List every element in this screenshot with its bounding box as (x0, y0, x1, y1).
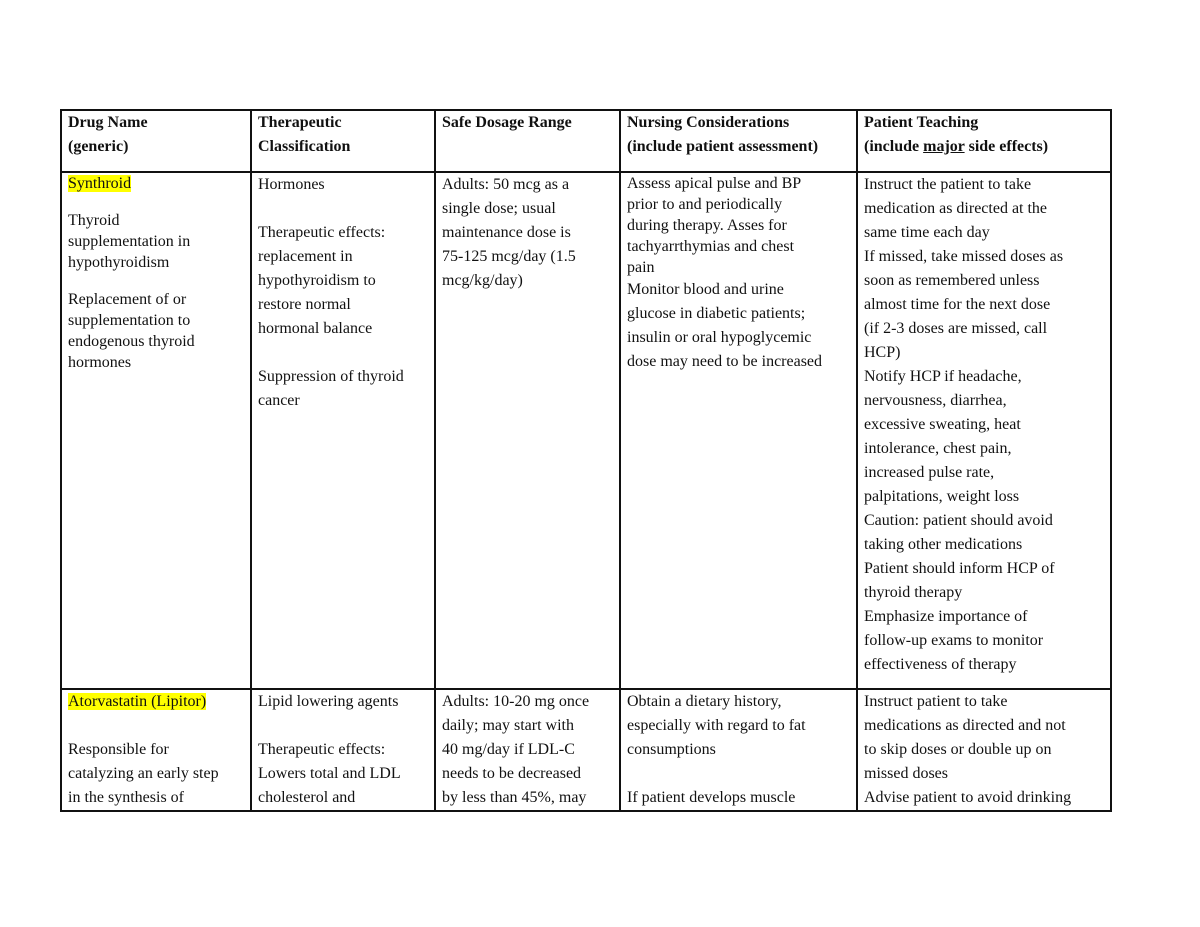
header-row (61, 110, 1111, 172)
drug-name-highlight: Atorvastatin (Lipitor) (68, 693, 207, 710)
drug-name-highlight: Synthroid (68, 175, 132, 192)
dosage-cell: Adults: 10-20 mg once daily; may start with 40 mg/day if LDL-C needs to be decreased by less than 45%, may (435, 689, 620, 811)
header-teaching: Patient Teaching (include major side effects) (857, 110, 1111, 172)
nursing-cell: Obtain a dietary history, especially with regard to fat consumptions If patient develops muscle (620, 689, 857, 811)
dosage-cell: Adults: 50 mcg as a single dose; usual maintenance dose is 75-125 mcg/day (1.5 mcg/kg/day) (435, 172, 620, 689)
major-underline: major (923, 138, 965, 155)
drug-table (60, 109, 1112, 812)
teaching-cell: Instruct patient to take medications as directed and not to skip doses or double up on missed doses Advise patient to avoid drinking (857, 689, 1111, 811)
nursing-cell: Assess apical pulse and BP prior to and periodically during therapy. Asses for tachyarrthymias and chest pain Monitor blood and urine glucose in diabetic patients; insulin or oral hypoglycemic dose may need to be increased (620, 172, 857, 689)
header-classification: Therapeutic Classification (251, 110, 435, 172)
teaching-cell: Instruct the patient to take medication as directed at the same time each day If missed, take missed doses as soon as remembered unless almost time for the next dose (if 2-3 doses are missed, call HCP) Notify HCP if headache, nervousness, diarrhea, excessive sweating, heat intolerance, chest pain, increased pulse rate, palpitations, weight loss Caution: patient should avoid taking other medications Patient should inform HCP of thyroid therapy Emphasize importance of follow-up exams to monitor effectiveness of therapy (857, 172, 1111, 689)
table-row (61, 172, 1111, 689)
header-drug-name: Drug Name (generic) (61, 110, 251, 172)
classification-cell: Hormones Therapeutic effects: replacement in hypothyroidism to restore normal hormonal balance Suppression of thyroid cancer (251, 172, 435, 689)
drug-name-cell: Atorvastatin (Lipitor) Responsible for catalyzing an early step in the synthesis of (61, 689, 251, 811)
drug-name-cell: Synthroid Thyroid supplementation in hypothyroidism Replacement of or supplementation to endogenous thyroid hormones (61, 172, 251, 689)
table-row (61, 689, 1111, 811)
header-nursing: Nursing Considerations (include patient assessment) (620, 110, 857, 172)
classification-cell: Lipid lowering agents Therapeutic effects: Lowers total and LDL cholesterol and (251, 689, 435, 811)
header-dosage: Safe Dosage Range (435, 110, 620, 172)
